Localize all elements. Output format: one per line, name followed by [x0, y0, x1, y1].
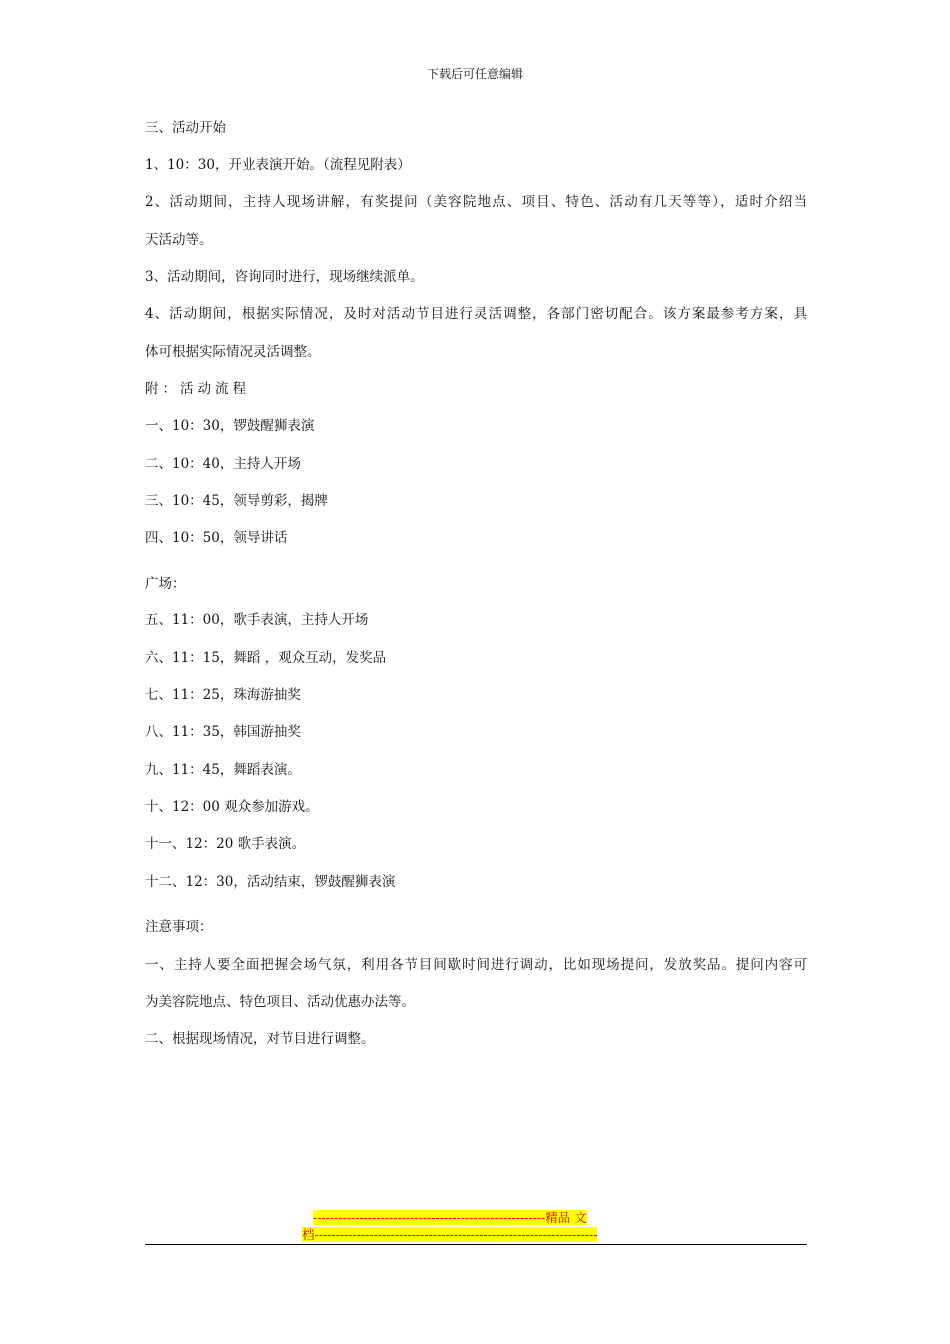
- plaza-schedule-item: 九、11：45，舞蹈表演。: [145, 762, 301, 778]
- schedule-item: 四、10：50，领导讲话: [145, 530, 288, 546]
- plaza-schedule-item: 十二、12：30，活动结束，锣鼓醒狮表演: [145, 874, 396, 890]
- note-1-line-1: 一、主持人要全面把握会场气氛，利用各节目间歇时间进行调动，比如现场提问，发放奖品。提问内容可: [145, 957, 807, 973]
- footer-divider: [145, 1244, 807, 1245]
- notes-title: 注意事项：: [145, 919, 213, 935]
- footer-banner-text-1: -------------------------------------------------------精品 文: [313, 1210, 587, 1225]
- schedule-item: 一、10：30，锣鼓醒狮表演: [145, 418, 315, 434]
- plaza-schedule-item: 十一、12：20 歌手表演。: [145, 836, 306, 852]
- footer-banner-line-1: [0, 1210, 950, 1226]
- paragraph-item-2-line-1: 2、活动期间，主持人现场讲解，有奖提问（美容院地点、项目、特色、活动有几天等等），适时介绍当: [145, 194, 807, 210]
- section-title: 三、活动开始: [145, 120, 226, 136]
- footer-banner-text-2: 档-------------------------------------------------------------------: [302, 1227, 598, 1242]
- paragraph-item-1: 1、10：30，开业表演开始。（流程见附表）: [145, 157, 411, 173]
- note-1-line-2: 为美容院地点、特色项目、活动优惠办法等。: [145, 994, 415, 1010]
- paragraph-item-2-line-2: 天活动等。: [145, 232, 213, 248]
- header-note: 下载后可任意编辑: [426, 67, 523, 81]
- note-2: 二、根据现场情况，对节目进行调整。: [145, 1031, 375, 1047]
- plaza-title: 广场：: [145, 576, 186, 592]
- plaza-schedule-item: 六、11：15，舞蹈 ，观众互动，发奖品: [145, 650, 387, 666]
- plaza-schedule-item: 八、11：35，韩国游抽奖: [145, 724, 301, 740]
- plaza-schedule-item: 十、12：00 观众参加游戏。: [145, 799, 319, 815]
- paragraph-item-4-line-2: 体可根据实际情况灵活调整。: [145, 344, 321, 360]
- schedule-item: 二、10：40，主持人开场: [145, 456, 301, 472]
- appendix-title: 附：活动流程: [145, 381, 250, 397]
- paragraph-item-3: 3、活动期间，咨询同时进行，现场继续派单。: [145, 269, 424, 285]
- footer-banner-line-2: [0, 1227, 950, 1243]
- plaza-schedule-item: 五、11：00，歌手表演，主持人开场: [145, 612, 369, 628]
- paragraph-item-4-line-1: 4、活动期间，根据实际情况，及时对活动节目进行灵活调整，各部门密切配合。该方案最参考方案，具: [145, 306, 807, 322]
- schedule-item: 三、10：45，领导剪彩，揭牌: [145, 493, 328, 509]
- plaza-schedule-item: 七、11：25，珠海游抽奖: [145, 687, 301, 703]
